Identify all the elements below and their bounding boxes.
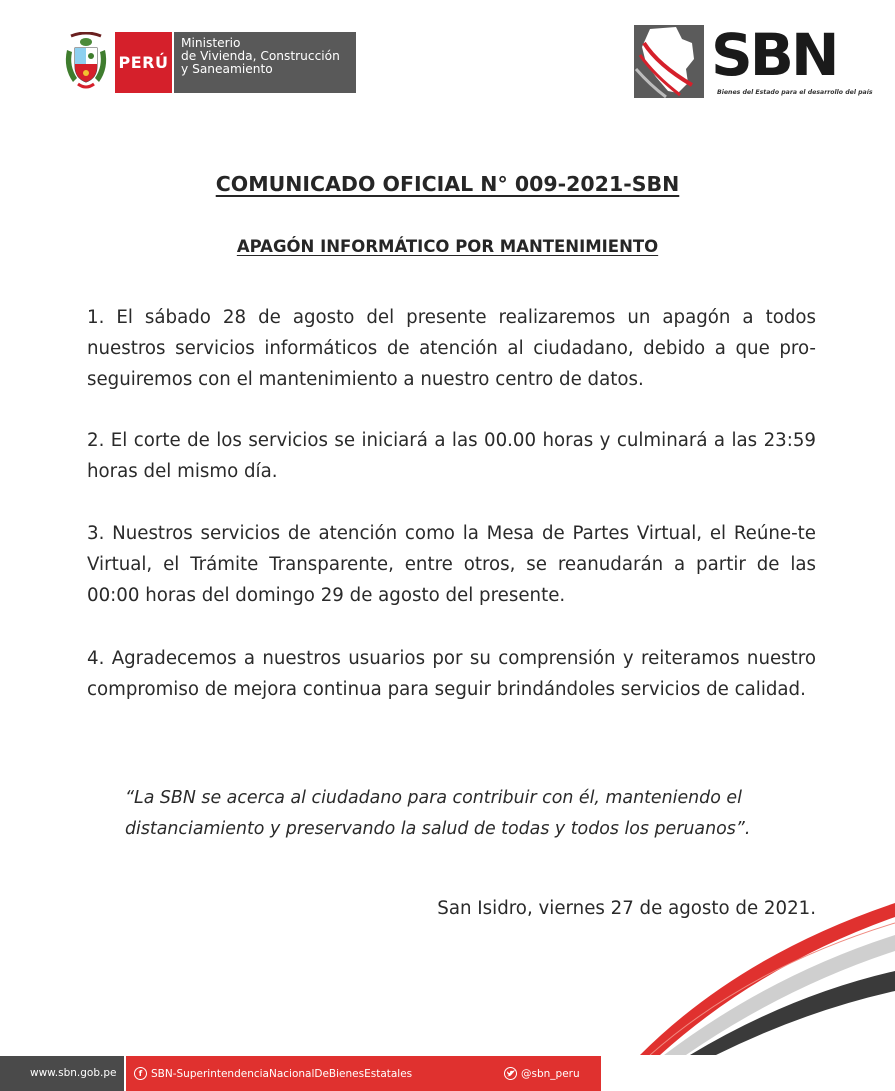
facebook-icon: f — [134, 1067, 147, 1080]
paragraph-4: 4. Agradecemos a nuestros usuarios por su comprensión y reiteramos nuestro compromiso de mejora continua para seguir brindándoles servicios de calidad. — [87, 648, 816, 700]
sbn-wordmark: SBN — [711, 21, 837, 89]
paragraph-3: 3. Nuestros servicios de atención como la Mesa de Partes Virtual, el Reúne-te Virtual, el Trámite Transparente, entre otros, se reanudarán a partir de las 00:00 horas del domingo 29 de agosto del presente. — [87, 523, 816, 606]
footer-twitter-link[interactable] — [504, 1056, 580, 1091]
date-line: San Isidro, viernes 27 de agosto de 2021. — [437, 898, 816, 919]
peru-label-block — [115, 32, 172, 93]
footer-bar — [0, 1056, 895, 1091]
ministry-line-1: Ministerio — [181, 36, 241, 50]
closing-quote: “La SBN se acerca al ciudadano para contribuir con él, manteniendo el distanciamiento y preservando la salud de todas y todos los peruanos”. — [125, 788, 751, 839]
document-subtitle: APAGÓN INFORMÁTICO POR MANTENIMIENTO — [236, 237, 659, 256]
paragraph-2: 2. El corte de los servicios se iniciará a las 00.00 horas y culminará a las 23:59 horas del mismo día. — [87, 430, 816, 482]
footer-social-bar — [126, 1056, 601, 1091]
sbn-peru-map-icon — [634, 25, 704, 98]
ministry-line-3: y Saneamiento — [181, 62, 273, 76]
ministry-line-2: de Vivienda, Construcción — [181, 49, 340, 63]
decorative-swoosh — [620, 895, 895, 1055]
document-title: COMUNICADO OFICIAL N° 009-2021-SBN — [215, 172, 680, 196]
footer-website[interactable]: www.sbn.gob.pe — [0, 1056, 124, 1091]
footer-facebook-link[interactable] — [134, 1056, 412, 1091]
facebook-handle: SBN-SuperintendenciaNacionalDeBienesEstatales — [151, 1067, 413, 1080]
peru-label: PERÚ — [118, 53, 169, 72]
sbn-logo — [634, 21, 873, 100]
government-logo — [63, 32, 356, 93]
twitter-handle: @sbn_peru — [521, 1067, 580, 1080]
peru-coat-of-arms-icon — [63, 32, 109, 93]
ministry-name-block — [172, 32, 356, 93]
sbn-tagline: Bienes del Estado para el desarrollo del país — [717, 89, 873, 96]
twitter-icon — [504, 1067, 517, 1080]
paragraph-1: 1. El sábado 28 de agosto del presente realizaremos un apagón a todos nuestros servicios informáticos de atención al ciudadano, debido a que pro-seguiremos con el mantenimiento a nuestro centro de datos. — [87, 307, 816, 390]
